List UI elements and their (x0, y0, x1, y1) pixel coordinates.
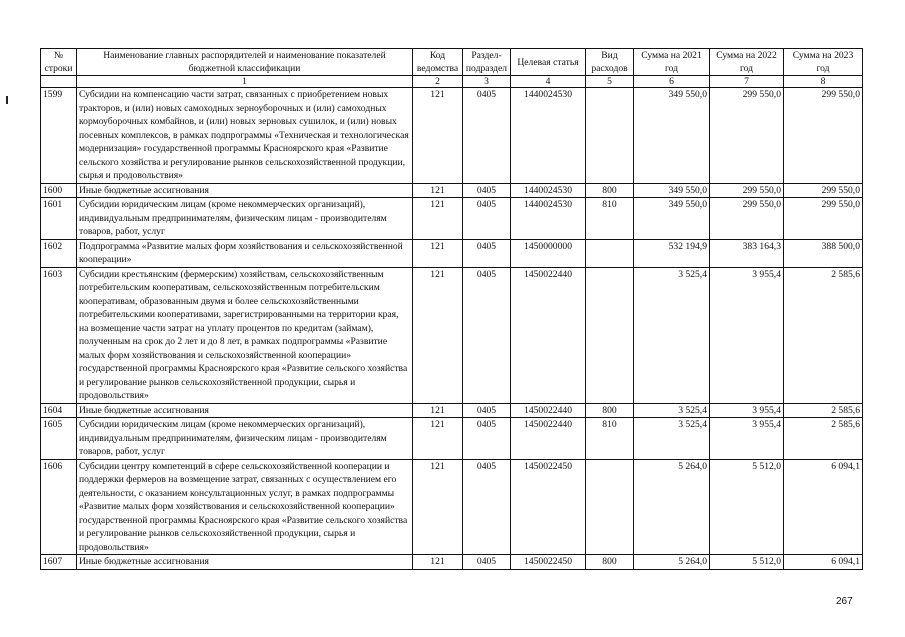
row-sum-2023-cell: 388 500,0 (784, 239, 863, 267)
row-code-cell: 121 (413, 183, 463, 198)
row-number-cell: 1606 (41, 459, 77, 555)
row-article-cell: 1440024530 (511, 183, 586, 198)
row-sum-2022-cell: 3 955,4 (710, 418, 784, 460)
row-sum-2021-cell: 3 525,4 (634, 418, 710, 460)
row-section-cell: 0405 (463, 239, 511, 267)
row-name-cell: Иные бюджетные ассигнования (77, 555, 413, 570)
row-vid-cell (586, 239, 634, 267)
column-number: 4 (511, 76, 586, 88)
table-row (41, 555, 863, 570)
table-row (41, 183, 863, 198)
row-code-cell: 121 (413, 267, 463, 403)
row-article-cell: 1450022440 (511, 418, 586, 460)
row-number-cell: 1599 (41, 88, 77, 184)
row-section-cell: 0405 (463, 88, 511, 184)
row-name-cell: Субсидии на компенсацию части затрат, связанных с приобретением новых тракторов, и (или) новых самоходных зерноуборочных и (или) самоходных кормоуборочных комбайнов, и (или) новых зерновых сушилок, и (или) новых посевных комплексов, в рамках подпрограммы «Техническая и технологическая модернизация» государственной программы Красноярского края «Развитие сельского хозяйства и регулирование рынков сельскохозяйственной продукции, сырья и продовольствия» (77, 88, 413, 184)
row-code-cell: 121 (413, 418, 463, 460)
row-section-cell: 0405 (463, 267, 511, 403)
header-section: Раздел-подраздел (463, 49, 511, 76)
row-name-cell: Субсидии центру компетенций в сфере сельскохозяйственной кооперации и поддержки фермеров на возмещение затрат, связанных с осуществлением его деятельности, с оказанием консультационных услуг, в рамках подпрограммы «Развитие малых форм хозяйствования и сельскохозяйственной кооперации» государственной программы Красноярского края «Развитие сельского хозяйства и регулирование рынков сельскохозяйственной продукции, сырья и продовольствия» (77, 459, 413, 555)
page-number: 267 (836, 596, 853, 607)
header-sum-2022: Сумма на 2022 год (710, 49, 784, 76)
table-row (41, 267, 863, 403)
row-number-cell: 1601 (41, 198, 77, 240)
row-vid-cell: 800 (586, 555, 634, 570)
row-section-cell: 0405 (463, 418, 511, 460)
table-header-row (41, 49, 863, 76)
row-vid-cell: 810 (586, 418, 634, 460)
row-article-cell: 1450022440 (511, 267, 586, 403)
row-sum-2022-cell: 299 550,0 (710, 88, 784, 184)
row-sum-2023-cell: 299 550,0 (784, 198, 863, 240)
row-number-cell: 1602 (41, 239, 77, 267)
header-row-number: № строки (41, 49, 77, 76)
column-number: 6 (634, 76, 710, 88)
header-article: Целевая статья (511, 49, 586, 76)
column-number: 7 (710, 76, 784, 88)
row-sum-2023-cell: 2 585,6 (784, 418, 863, 460)
row-section-cell: 0405 (463, 183, 511, 198)
header-name: Наименование главных распорядителей и наименование показателей бюджетной классификации (77, 49, 413, 76)
row-number-cell: 1607 (41, 555, 77, 570)
row-section-cell: 0405 (463, 403, 511, 418)
column-number: 8 (784, 76, 863, 88)
column-number: 2 (413, 76, 463, 88)
row-name-cell: Субсидии крестьянским (фермерским) хозяйствам, сельскохозяйственным потребительским кооперативам, сельскохозяйственным потребительским кооперативам, образованным двумя и более сельскохозяйственными потребительскими кооперативами, зарегистрированными на территории края, на возмещение части затрат на уплату процентов по кредитам (займам), полученным на срок до 2 лет и до 8 лет, в рамках подпрограммы «Развитие малых форм хозяйствования и сельскохозяйственной кооперации» государственной программы Красноярского края «Развитие сельского хозяйства и регулирование рынков сельскохозяйственной продукции, сырья и продовольствия» (77, 267, 413, 403)
header-sum-2021: Сумма на 2021 год (634, 49, 710, 76)
budget-table (40, 48, 863, 570)
row-vid-cell: 800 (586, 183, 634, 198)
column-number: 1 (77, 76, 413, 88)
column-number: 5 (586, 76, 634, 88)
row-sum-2022-cell: 3 955,4 (710, 267, 784, 403)
header-sum-2023: Сумма на 2023 год (784, 49, 863, 76)
row-article-cell: 1450022450 (511, 459, 586, 555)
row-code-cell: 121 (413, 198, 463, 240)
row-name-cell: Субсидии юридическим лицам (кроме некоммерческих организаций), индивидуальным предпринимателям, физическим лицам - производителям товаров, работ, услуг (77, 418, 413, 460)
row-sum-2021-cell: 5 264,0 (634, 555, 710, 570)
row-sum-2021-cell: 349 550,0 (634, 88, 710, 184)
row-sum-2022-cell: 383 164,3 (710, 239, 784, 267)
row-name-cell: Подпрограмма «Развитие малых форм хозяйствования и сельскохозяйственной кооперации» (77, 239, 413, 267)
row-section-cell: 0405 (463, 459, 511, 555)
header-code: Код ведомства (413, 49, 463, 76)
row-sum-2023-cell: 299 550,0 (784, 183, 863, 198)
row-sum-2023-cell: 2 585,6 (784, 267, 863, 403)
row-number-cell: 1603 (41, 267, 77, 403)
row-article-cell: 1450022440 (511, 403, 586, 418)
row-article-cell: 1440024530 (511, 88, 586, 184)
row-code-cell: 121 (413, 459, 463, 555)
row-code-cell: 121 (413, 88, 463, 184)
column-number: 3 (463, 76, 511, 88)
table-row (41, 459, 863, 555)
table-row (41, 239, 863, 267)
scan-margin-mark (6, 96, 8, 104)
row-article-cell: 1450000000 (511, 239, 586, 267)
row-number-cell: 1600 (41, 183, 77, 198)
row-sum-2023-cell: 299 550,0 (784, 88, 863, 184)
row-code-cell: 121 (413, 555, 463, 570)
row-name-cell: Иные бюджетные ассигнования (77, 183, 413, 198)
row-vid-cell: 810 (586, 198, 634, 240)
row-number-cell: 1605 (41, 418, 77, 460)
row-sum-2021-cell: 3 525,4 (634, 403, 710, 418)
row-sum-2023-cell: 6 094,1 (784, 459, 863, 555)
row-name-cell: Иные бюджетные ассигнования (77, 403, 413, 418)
row-sum-2022-cell: 5 512,0 (710, 459, 784, 555)
row-sum-2021-cell: 349 550,0 (634, 198, 710, 240)
row-code-cell: 121 (413, 403, 463, 418)
row-sum-2021-cell: 349 550,0 (634, 183, 710, 198)
row-section-cell: 0405 (463, 555, 511, 570)
row-vid-cell (586, 88, 634, 184)
row-article-cell: 1440024530 (511, 198, 586, 240)
row-code-cell: 121 (413, 239, 463, 267)
column-number-row (41, 76, 863, 88)
row-sum-2022-cell: 5 512,0 (710, 555, 784, 570)
row-number-cell: 1604 (41, 403, 77, 418)
column-number (41, 76, 77, 88)
header-vid: Вид расходов (586, 49, 634, 76)
row-section-cell: 0405 (463, 198, 511, 240)
table-row (41, 198, 863, 240)
row-sum-2022-cell: 299 550,0 (710, 198, 784, 240)
table-row (41, 88, 863, 184)
row-vid-cell: 800 (586, 403, 634, 418)
row-sum-2022-cell: 299 550,0 (710, 183, 784, 198)
row-sum-2021-cell: 5 264,0 (634, 459, 710, 555)
row-article-cell: 1450022450 (511, 555, 586, 570)
row-sum-2023-cell: 6 094,1 (784, 555, 863, 570)
row-vid-cell (586, 459, 634, 555)
table-row (41, 418, 863, 460)
table-row (41, 403, 863, 418)
row-name-cell: Субсидии юридическим лицам (кроме некоммерческих организаций), индивидуальным предпринимателям, физическим лицам - производителям товаров, работ, услуг (77, 198, 413, 240)
row-sum-2021-cell: 3 525,4 (634, 267, 710, 403)
row-sum-2021-cell: 532 194,9 (634, 239, 710, 267)
row-vid-cell (586, 267, 634, 403)
row-sum-2022-cell: 3 955,4 (710, 403, 784, 418)
row-sum-2023-cell: 2 585,6 (784, 403, 863, 418)
